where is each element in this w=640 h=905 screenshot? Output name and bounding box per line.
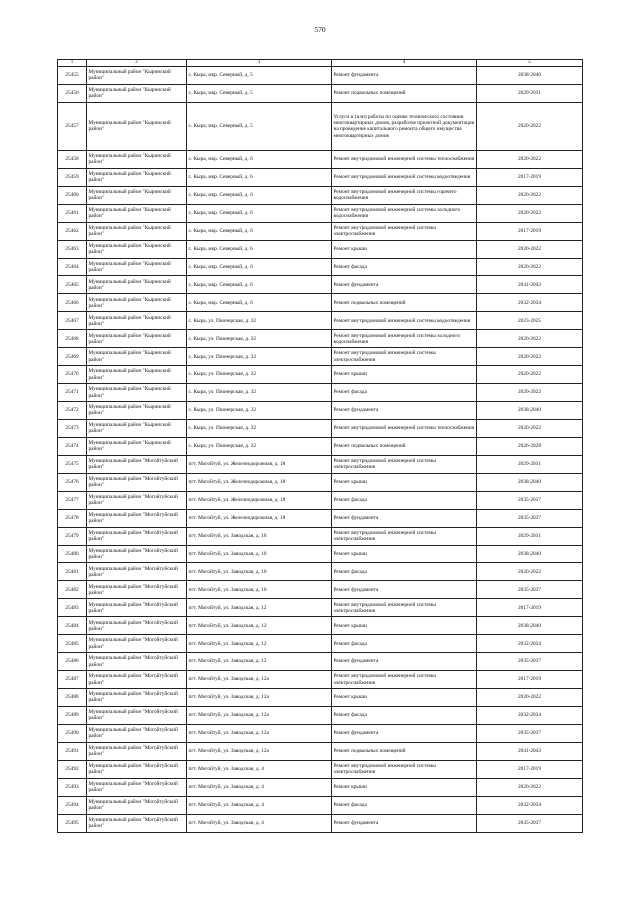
table-row — [58, 222, 583, 240]
row-number-cell: 25486 — [58, 653, 87, 671]
address-cell: с. Кыра, ул. Пионерская, д. 32 — [187, 312, 332, 330]
address-cell: пгт. Могойтуй, ул. Железнодорожная, д. 18 — [187, 509, 332, 527]
row-number-cell: 25460 — [58, 186, 87, 204]
row-number-cell: 25479 — [58, 527, 87, 545]
column-header-3: 3 — [187, 60, 332, 67]
period-cell: 2035-2037 — [477, 814, 583, 832]
address-cell: с. Кыра, мкр. Северный, д. 6 — [187, 150, 332, 168]
period-cell: 2020-2022 — [477, 186, 583, 204]
address-cell: с. Кыра, ул. Пионерская, д. 32 — [187, 419, 332, 437]
row-number-cell: 25473 — [58, 419, 87, 437]
work-type-cell: Ремонт внутридомовой инженерной системы холодного водоснабжения — [332, 330, 477, 348]
table-row — [58, 706, 583, 724]
period-cell: 2020-2022 — [477, 778, 583, 796]
municipality-cell: Муниципальный район "Могойтуйский район" — [87, 455, 187, 473]
municipality-cell: Муниципальный район "Могойтуйский район" — [87, 473, 187, 491]
address-cell: пгт. Могойтуй, ул. Железнодорожная, д. 18 — [187, 491, 332, 509]
period-cell: 2017-2019 — [477, 760, 583, 778]
work-type-cell: Ремонт фасада — [332, 706, 477, 724]
municipality-cell: Муниципальный район "Могойтуйский район" — [87, 527, 187, 545]
row-number-cell: 25483 — [58, 599, 87, 617]
table-row — [58, 635, 583, 653]
row-number-cell: 25495 — [58, 814, 87, 832]
municipality-cell: Муниципальный район "Могойтуйский район" — [87, 742, 187, 760]
table-row — [58, 742, 583, 760]
period-cell: 2026-2028 — [477, 437, 583, 455]
row-number-cell: 25485 — [58, 635, 87, 653]
period-cell: 2020-2022 — [477, 563, 583, 581]
address-cell: пгт. Могойтуй, ул. Заводская, д. 10 — [187, 563, 332, 581]
row-number-cell: 25494 — [58, 796, 87, 814]
row-number-cell: 25492 — [58, 760, 87, 778]
address-cell: пгт. Могойтуй, ул. Железнодорожная, д. 18 — [187, 455, 332, 473]
work-type-cell: Ремонт фундамента — [332, 814, 477, 832]
work-type-cell: Ремонт внутридомовой инженерной системы водоотведения — [332, 168, 477, 186]
table-body — [58, 67, 583, 833]
row-number-cell: 25470 — [58, 366, 87, 384]
table-row — [58, 384, 583, 402]
period-cell: 2035-2037 — [477, 653, 583, 671]
row-number-cell: 25481 — [58, 563, 87, 581]
work-type-cell: Ремонт внутридомовой инженерной системы электроснабжения — [332, 222, 477, 240]
address-cell: пгт. Могойтуй, ул. Заводская, д. 10 — [187, 527, 332, 545]
period-cell: 2032-2034 — [477, 294, 583, 312]
municipality-cell: Муниципальный район "Кыринский район" — [87, 384, 187, 402]
table-row — [58, 402, 583, 420]
municipality-cell: Муниципальный район "Кыринский район" — [87, 366, 187, 384]
municipality-cell: Муниципальный район "Могойтуйский район" — [87, 706, 187, 724]
address-cell: пгт. Могойтуй, ул. Железнодорожная, д. 18 — [187, 473, 332, 491]
row-number-cell: 25478 — [58, 509, 87, 527]
address-cell: пгт. Могойтуй, ул. Заводская, д. 12а — [187, 689, 332, 707]
table-row — [58, 186, 583, 204]
work-type-cell: Ремонт внутридомовой инженерной системы холодного водоснабжения — [332, 204, 477, 222]
period-cell: 2029-2031 — [477, 527, 583, 545]
municipality-cell: Муниципальный район "Кыринский район" — [87, 294, 187, 312]
row-number-cell: 25474 — [58, 437, 87, 455]
table-row — [58, 491, 583, 509]
address-cell: пгт. Могойтуй, ул. Заводская, д. 4 — [187, 814, 332, 832]
row-number-cell: 25465 — [58, 276, 87, 294]
address-cell: пгт. Могойтуй, ул. Заводская, д. 4 — [187, 760, 332, 778]
address-cell: с. Кыра, мкр. Северный, д. 6 — [187, 240, 332, 258]
row-number-cell: 25491 — [58, 742, 87, 760]
row-number-cell: 25468 — [58, 330, 87, 348]
municipality-cell: Муниципальный район "Могойтуйский район" — [87, 778, 187, 796]
table-row — [58, 724, 583, 742]
work-type-cell: Ремонт внутридомовой инженерной системы электроснабжения — [332, 455, 477, 473]
column-header-2: 2 — [87, 60, 187, 67]
work-type-cell: Ремонт внутридомовой инженерной системы электроснабжения — [332, 527, 477, 545]
address-cell: пгт. Могойтуй, ул. Заводская, д. 12а — [187, 706, 332, 724]
work-type-cell: Ремонт фасада — [332, 384, 477, 402]
address-cell: с. Кыра, мкр. Северный, д. 6 — [187, 168, 332, 186]
municipality-cell: Муниципальный район "Кыринский район" — [87, 402, 187, 420]
table-row — [58, 599, 583, 617]
work-type-cell: Ремонт фундамента — [332, 653, 477, 671]
municipality-cell: Муниципальный район "Кыринский район" — [87, 222, 187, 240]
municipality-cell: Муниципальный район "Кыринский район" — [87, 67, 187, 85]
municipality-cell: Муниципальный район "Могойтуйский район" — [87, 724, 187, 742]
row-number-cell: 25475 — [58, 455, 87, 473]
work-type-cell: Ремонт фундамента — [332, 402, 477, 420]
period-cell: 2032-2034 — [477, 706, 583, 724]
page-number: 570 — [314, 25, 326, 34]
table-row — [58, 84, 583, 102]
table-row — [58, 671, 583, 689]
period-cell: 2029-2031 — [477, 84, 583, 102]
row-number-cell: 25487 — [58, 671, 87, 689]
address-cell: пгт. Могойтуй, ул. Заводская, д. 4 — [187, 778, 332, 796]
address-cell: пгт. Могойтуй, ул. Заводская, д. 12 — [187, 635, 332, 653]
table-row — [58, 796, 583, 814]
period-cell: 2017-2019 — [477, 599, 583, 617]
address-cell: пгт. Могойтуй, ул. Заводская, д. 4 — [187, 796, 332, 814]
table-row — [58, 294, 583, 312]
row-number-cell: 25472 — [58, 402, 87, 420]
period-cell: 2035-2037 — [477, 491, 583, 509]
period-cell: 2038-2040 — [477, 402, 583, 420]
address-cell: с. Кыра, мкр. Северный, д. 6 — [187, 258, 332, 276]
table-row — [58, 366, 583, 384]
period-cell: 2038-2040 — [477, 67, 583, 85]
address-cell: с. Кыра, мкр. Северный, д. 6 — [187, 186, 332, 204]
table-row — [58, 204, 583, 222]
work-type-cell: Ремонт внутридомовой инженерной системы теплоснабжения — [332, 419, 477, 437]
table-row — [58, 509, 583, 527]
municipality-cell: Муниципальный район "Кыринский район" — [87, 84, 187, 102]
address-cell: с. Кыра, ул. Пионерская, д. 32 — [187, 384, 332, 402]
period-cell: 2020-2022 — [477, 419, 583, 437]
row-number-cell: 25456 — [58, 84, 87, 102]
address-cell: пгт. Могойтуй, ул. Заводская, д. 12 — [187, 653, 332, 671]
address-cell: с. Кыра, мкр. Северный, д. 6 — [187, 294, 332, 312]
row-number-cell: 25462 — [58, 222, 87, 240]
period-cell: 2035-2037 — [477, 581, 583, 599]
address-cell: пгт. Могойтуй, ул. Заводская, д. 12 — [187, 599, 332, 617]
work-type-cell: Ремонт фундамента — [332, 276, 477, 294]
address-cell: с. Кыра, мкр. Северный, д. 5 — [187, 84, 332, 102]
work-type-cell: Ремонт внутридомовой инженерной системы водоотведения — [332, 312, 477, 330]
work-type-cell: Ремонт крыши — [332, 366, 477, 384]
municipality-cell: Муниципальный район "Могойтуйский район" — [87, 671, 187, 689]
period-cell: 2032-2034 — [477, 635, 583, 653]
table-row — [58, 617, 583, 635]
work-type-cell: Ремонт фундамента — [332, 509, 477, 527]
address-cell: пгт. Могойтуй, ул. Заводская, д. 12 — [187, 617, 332, 635]
table-row — [58, 437, 583, 455]
work-type-cell: Услуги и (или) работы по оценке технического состояния многоквартирных домов, разработке проектной документации на проведение капитального ремонта общего имущества многоквартирных домов — [332, 102, 477, 150]
municipality-cell: Муниципальный район "Могойтуйский район" — [87, 617, 187, 635]
table-row — [58, 545, 583, 563]
row-number-cell: 25463 — [58, 240, 87, 258]
period-cell: 2020-2022 — [477, 204, 583, 222]
row-number-cell: 25459 — [58, 168, 87, 186]
municipality-cell: Муниципальный район "Кыринский район" — [87, 240, 187, 258]
table-row — [58, 150, 583, 168]
row-number-cell: 25476 — [58, 473, 87, 491]
table-row — [58, 240, 583, 258]
municipality-cell: Муниципальный район "Могойтуйский район" — [87, 635, 187, 653]
work-type-cell: Ремонт фундамента — [332, 581, 477, 599]
work-type-cell: Ремонт крыши — [332, 617, 477, 635]
address-cell: с. Кыра, ул. Пионерская, д. 32 — [187, 402, 332, 420]
row-number-cell: 25480 — [58, 545, 87, 563]
work-type-cell: Ремонт подвальных помещений — [332, 294, 477, 312]
period-cell: 2017-2019 — [477, 168, 583, 186]
table-row — [58, 67, 583, 85]
address-cell: с. Кыра, ул. Пионерская, д. 32 — [187, 437, 332, 455]
work-type-cell: Ремонт крыши — [332, 473, 477, 491]
period-cell: 2020-2022 — [477, 384, 583, 402]
period-cell: 2035-2037 — [477, 724, 583, 742]
address-cell: с. Кыра, ул. Пионерская, д. 32 — [187, 330, 332, 348]
period-cell: 2035-2037 — [477, 509, 583, 527]
period-cell: 2020-2022 — [477, 150, 583, 168]
period-cell: 2041-2043 — [477, 276, 583, 294]
municipality-cell: Муниципальный район "Кыринский район" — [87, 102, 187, 150]
row-number-cell: 25482 — [58, 581, 87, 599]
period-cell: 2038-2040 — [477, 473, 583, 491]
work-type-cell: Ремонт подвальных помещений — [332, 84, 477, 102]
table-row — [58, 419, 583, 437]
column-header-4: 4 — [332, 60, 477, 67]
column-header-5: 5 — [477, 60, 583, 67]
table-row — [58, 258, 583, 276]
municipality-cell: Муниципальный район "Могойтуйский район" — [87, 760, 187, 778]
row-number-cell: 25458 — [58, 150, 87, 168]
column-header-1: 1 — [58, 60, 87, 67]
row-number-cell: 25471 — [58, 384, 87, 402]
period-cell: 2020-2022 — [477, 366, 583, 384]
work-type-cell: Ремонт фасада — [332, 491, 477, 509]
table-row — [58, 563, 583, 581]
period-cell: 2023-2025 — [477, 312, 583, 330]
municipality-cell: Муниципальный район "Могойтуйский район" — [87, 599, 187, 617]
period-cell: 2020-2022 — [477, 330, 583, 348]
address-cell: пгт. Могойтуй, ул. Заводская, д. 10 — [187, 545, 332, 563]
row-number-cell: 25484 — [58, 617, 87, 635]
row-number-cell: 25461 — [58, 204, 87, 222]
row-number-cell: 25489 — [58, 706, 87, 724]
period-cell: 2020-2022 — [477, 689, 583, 707]
table-row — [58, 653, 583, 671]
work-type-cell: Ремонт фасада — [332, 635, 477, 653]
address-cell: пгт. Могойтуй, ул. Заводская, д. 12а — [187, 671, 332, 689]
municipality-cell: Муниципальный район "Кыринский район" — [87, 330, 187, 348]
table-row — [58, 330, 583, 348]
period-cell: 2017-2019 — [477, 671, 583, 689]
table-row — [58, 760, 583, 778]
work-type-cell: Ремонт крыши — [332, 545, 477, 563]
row-number-cell: 25490 — [58, 724, 87, 742]
header-row — [58, 60, 583, 67]
period-cell: 2020-2022 — [477, 102, 583, 150]
table-row — [58, 527, 583, 545]
row-number-cell: 25467 — [58, 312, 87, 330]
table-row — [58, 276, 583, 294]
table-header — [58, 60, 583, 67]
table-row — [58, 689, 583, 707]
address-cell: с. Кыра, мкр. Северный, д. 5 — [187, 67, 332, 85]
municipality-cell: Муниципальный район "Могойтуйский район" — [87, 653, 187, 671]
work-type-cell: Ремонт подвальных помещений — [332, 742, 477, 760]
table-row — [58, 168, 583, 186]
municipality-cell: Муниципальный район "Кыринский район" — [87, 204, 187, 222]
work-type-cell: Ремонт крыши — [332, 240, 477, 258]
municipality-cell: Муниципальный район "Могойтуйский район" — [87, 545, 187, 563]
municipality-cell: Муниципальный район "Кыринский район" — [87, 258, 187, 276]
row-number-cell: 25488 — [58, 689, 87, 707]
period-cell: 2020-2022 — [477, 240, 583, 258]
period-cell: 2020-2022 — [477, 258, 583, 276]
table-row — [58, 581, 583, 599]
register-table — [57, 59, 583, 833]
table-row — [58, 455, 583, 473]
period-cell: 2020-2022 — [477, 348, 583, 366]
address-cell: с. Кыра, мкр. Северный, д. 6 — [187, 204, 332, 222]
work-type-cell: Ремонт фасада — [332, 258, 477, 276]
work-type-cell: Ремонт внутридомовой инженерной системы электроснабжения — [332, 348, 477, 366]
address-cell: с. Кыра, мкр. Северный, д. 6 — [187, 276, 332, 294]
work-type-cell: Ремонт внутридомовой инженерной системы теплоснабжения — [332, 150, 477, 168]
table-row — [58, 473, 583, 491]
address-cell: пгт. Могойтуй, ул. Заводская, д. 10 — [187, 581, 332, 599]
work-type-cell: Ремонт крыши — [332, 778, 477, 796]
municipality-cell: Муниципальный район "Могойтуйский район" — [87, 689, 187, 707]
work-type-cell: Ремонт внутридомовой инженерной системы электроснабжения — [332, 599, 477, 617]
address-cell: с. Кыра, ул. Пионерская, д. 32 — [187, 348, 332, 366]
work-type-cell: Ремонт подвальных помещений — [332, 437, 477, 455]
period-cell: 2029-2031 — [477, 455, 583, 473]
municipality-cell: Муниципальный район "Кыринский район" — [87, 186, 187, 204]
period-cell: 2041-2043 — [477, 742, 583, 760]
work-type-cell: Ремонт фасада — [332, 563, 477, 581]
municipality-cell: Муниципальный район "Могойтуйский район" — [87, 581, 187, 599]
municipality-cell: Муниципальный район "Кыринский район" — [87, 348, 187, 366]
municipality-cell: Муниципальный район "Кыринский район" — [87, 276, 187, 294]
row-number-cell: 25457 — [58, 102, 87, 150]
period-cell: 2038-2040 — [477, 545, 583, 563]
work-type-cell: Ремонт внутридомовой инженерной системы электроснабжения — [332, 671, 477, 689]
row-number-cell: 25469 — [58, 348, 87, 366]
municipality-cell: Муниципальный район "Кыринский район" — [87, 437, 187, 455]
table-row — [58, 778, 583, 796]
address-cell: с. Кыра, мкр. Северный, д. 5 — [187, 102, 332, 150]
municipality-cell: Муниципальный район "Могойтуйский район" — [87, 563, 187, 581]
period-cell: 2032-2034 — [477, 796, 583, 814]
table-row — [58, 348, 583, 366]
municipality-cell: Муниципальный район "Могойтуйский район" — [87, 491, 187, 509]
table-row — [58, 102, 583, 150]
work-type-cell: Ремонт фундамента — [332, 724, 477, 742]
row-number-cell: 25477 — [58, 491, 87, 509]
municipality-cell: Муниципальный район "Кыринский район" — [87, 168, 187, 186]
address-cell: пгт. Могойтуй, ул. Заводская, д. 12а — [187, 724, 332, 742]
row-number-cell: 25455 — [58, 67, 87, 85]
municipality-cell: Муниципальный район "Кыринский район" — [87, 419, 187, 437]
municipality-cell: Муниципальный район "Кыринский район" — [87, 150, 187, 168]
municipality-cell: Муниципальный район "Могойтуйский район" — [87, 814, 187, 832]
municipality-cell: Муниципальный район "Могойтуйский район" — [87, 796, 187, 814]
row-number-cell: 25493 — [58, 778, 87, 796]
work-type-cell: Ремонт фасада — [332, 796, 477, 814]
work-type-cell: Ремонт крыши — [332, 689, 477, 707]
address-cell: пгт. Могойтуй, ул. Заводская, д. 12а — [187, 742, 332, 760]
work-type-cell: Ремонт фундамента — [332, 67, 477, 85]
address-cell: с. Кыра, мкр. Северный, д. 6 — [187, 222, 332, 240]
work-type-cell: Ремонт внутридомовой инженерной системы горячего водоснабжения — [332, 186, 477, 204]
work-type-cell: Ремонт внутридомовой инженерной системы электроснабжения — [332, 760, 477, 778]
row-number-cell: 25464 — [58, 258, 87, 276]
table-row — [58, 814, 583, 832]
address-cell: с. Кыра, ул. Пионерская, д. 32 — [187, 366, 332, 384]
period-cell: 2038-2040 — [477, 617, 583, 635]
row-number-cell: 25466 — [58, 294, 87, 312]
municipality-cell: Муниципальный район "Кыринский район" — [87, 312, 187, 330]
period-cell: 2017-2019 — [477, 222, 583, 240]
table-row — [58, 312, 583, 330]
municipality-cell: Муниципальный район "Могойтуйский район" — [87, 509, 187, 527]
